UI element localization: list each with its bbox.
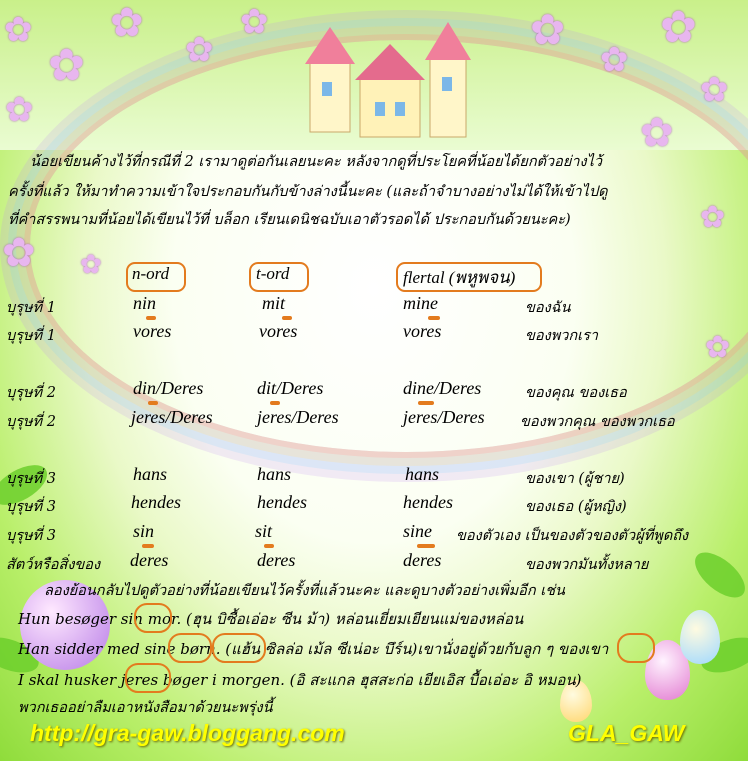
intro-line-2: ครั้งที่แล้ว ให้มาทำความเข้าใจประกอบกันกับข้างล่างนี้นะคะ (และถ้าจำบางอย่างไม่ได้ให้เข้าไปดู <box>8 184 608 200</box>
row-thai: ของคุณ ของเธอ <box>525 385 627 401</box>
header-t-ord: t-ord <box>256 264 290 283</box>
flower-icon: ✿ <box>80 250 102 280</box>
word-highlight <box>125 663 171 693</box>
row-thai: ของพวกมันทั้งหลาย <box>525 557 649 573</box>
example-line-2: Han sidder med sine børn. (แฮ้น ซิลล่อ เม้ล ซีเน่อะ บึร์น)เขานั่งอยู่ด้วยกับลูก ๆ ของเขา <box>18 640 609 658</box>
flower-icon: ✿ <box>185 30 214 70</box>
ending-mark <box>417 544 435 548</box>
row-thai: ของเธอ (ผู้หญิง) <box>525 499 627 515</box>
example-line-1: Hun besøger sin mor. (ฮุน บิซื้อเอ่อะ ซีน ม้า) หล่อนเยี่ยมเยียนแม่ของหล่อน <box>18 610 524 628</box>
example-line-3: I skal husker jeres bøger i morgen. (อิ สะแกล ฮุสสะก่อ เยียเอิส บื้อเอ่อะ อิ หมอน) <box>18 671 582 689</box>
flower-icon: ✿ <box>705 330 731 365</box>
row-plural: hendes <box>403 492 453 512</box>
intro-line-3: ที่คำสรรพนามที่น้อยได้เขียนไว้ที่ บล็อก เรียนเดนิชฉบับเอาตัวรอดได้ ประกอบกันด้วยนะคะ) <box>8 212 571 228</box>
row-thai: ของเขา (ผู้ชาย) <box>525 471 625 487</box>
row-n-ord: vores <box>133 321 172 341</box>
header-n-ord: n-ord <box>132 264 170 283</box>
header-flertal: flertal (พหูพจน) <box>403 268 516 287</box>
row-t-ord: hans <box>257 464 292 484</box>
flower-icon: ✿ <box>240 2 269 42</box>
row-plural: hans <box>405 464 440 484</box>
row-thai: ของฉัน <box>525 300 571 316</box>
ending-mark <box>270 401 280 405</box>
row-n-ord: sin <box>133 521 155 541</box>
flower-icon: ✿ <box>48 40 85 91</box>
row-plural: deres <box>403 550 442 570</box>
flower-icon: ✿ <box>600 40 629 80</box>
word-highlight <box>617 633 655 663</box>
ending-mark <box>418 401 434 405</box>
row-plural: jeres/Deres <box>403 407 485 427</box>
row-t-ord: jeres/Deres <box>257 407 339 427</box>
intro-line-1: น้อยเขียนค้างไว้ที่กรณีที่ 2 เรามาดูต่อกันเลยนะคะ หลังจากดูที่ประโยคที่น้อยได้ยกตัวอย่างไว้ <box>30 154 603 170</box>
row-person: บุรุษที่ 1 <box>6 328 56 344</box>
row-plural: mine <box>403 293 438 313</box>
flower-icon: ✿ <box>530 5 566 54</box>
row-person: บุรุษที่ 1 <box>6 300 56 316</box>
leaf <box>687 544 748 606</box>
row-t-ord: hendes <box>257 492 307 512</box>
row-person: บุรุษที่ 2 <box>6 414 56 430</box>
flower-icon: ✿ <box>2 230 36 276</box>
ending-mark <box>148 401 158 405</box>
row-n-ord: hendes <box>131 492 181 512</box>
flower-icon: ✿ <box>110 0 144 46</box>
flower-icon: ✿ <box>4 10 33 50</box>
row-person: บุรุษที่ 3 <box>6 528 56 544</box>
example-line-4: พวกเธออย่าลืมเอาหนังสือมาด้วยนะพรุ่งนี้ <box>18 700 273 716</box>
castle-illustration <box>290 22 500 152</box>
row-person: บุรุษที่ 2 <box>6 385 56 401</box>
row-t-ord: mit <box>262 293 286 313</box>
examples-intro: ลองย้อนกลับไปดูตัวอย่างที่น้อยเขียนไว้ครั้งที่แล้วนะคะ และดูบางตัวอย่างเพิ่มอีก เช่น <box>44 583 565 599</box>
ending-mark <box>146 316 156 320</box>
row-n-ord: din/Deres <box>133 378 204 398</box>
row-thai: ของตัวเอง เป็นของตัวของตัวผู้ที่พูดถึง <box>456 528 689 544</box>
row-n-ord: deres <box>130 550 169 570</box>
row-plural: dine/Deres <box>403 378 482 398</box>
decorative-egg <box>680 610 720 664</box>
row-t-ord: vores <box>259 321 298 341</box>
row-person: บุรุษที่ 3 <box>6 471 56 487</box>
ending-mark <box>428 316 440 320</box>
flower-icon: ✿ <box>640 110 674 156</box>
row-plural: vores <box>403 321 442 341</box>
row-n-ord: jeres/Deres <box>131 407 213 427</box>
flower-icon: ✿ <box>5 90 34 130</box>
flower-icon: ✿ <box>700 70 729 110</box>
ending-mark <box>282 316 292 320</box>
row-t-ord: deres <box>257 550 296 570</box>
author-signature: GLA_GAW <box>568 720 685 746</box>
row-n-ord: nin <box>133 293 157 313</box>
row-plural: sine <box>403 521 432 541</box>
row-person: บุรุษที่ 3 <box>6 499 56 515</box>
blog-url[interactable]: http://gra-gaw.bloggang.com <box>30 720 345 746</box>
row-n-ord: hans <box>133 464 168 484</box>
word-highlight <box>134 603 172 633</box>
word-highlight <box>212 633 266 663</box>
row-thai: ของพวกคุณ ของพวกเธอ <box>520 414 675 430</box>
row-person: สัตว์หรือสิ่งของ <box>6 557 101 573</box>
ending-mark <box>142 544 154 548</box>
flower-icon: ✿ <box>660 2 697 53</box>
row-t-ord: dit/Deres <box>257 378 324 398</box>
row-thai: ของพวกเรา <box>525 328 599 344</box>
flower-icon: ✿ <box>700 200 726 235</box>
row-t-ord: sit <box>255 521 273 541</box>
word-highlight <box>168 633 212 663</box>
ending-mark <box>264 544 274 548</box>
